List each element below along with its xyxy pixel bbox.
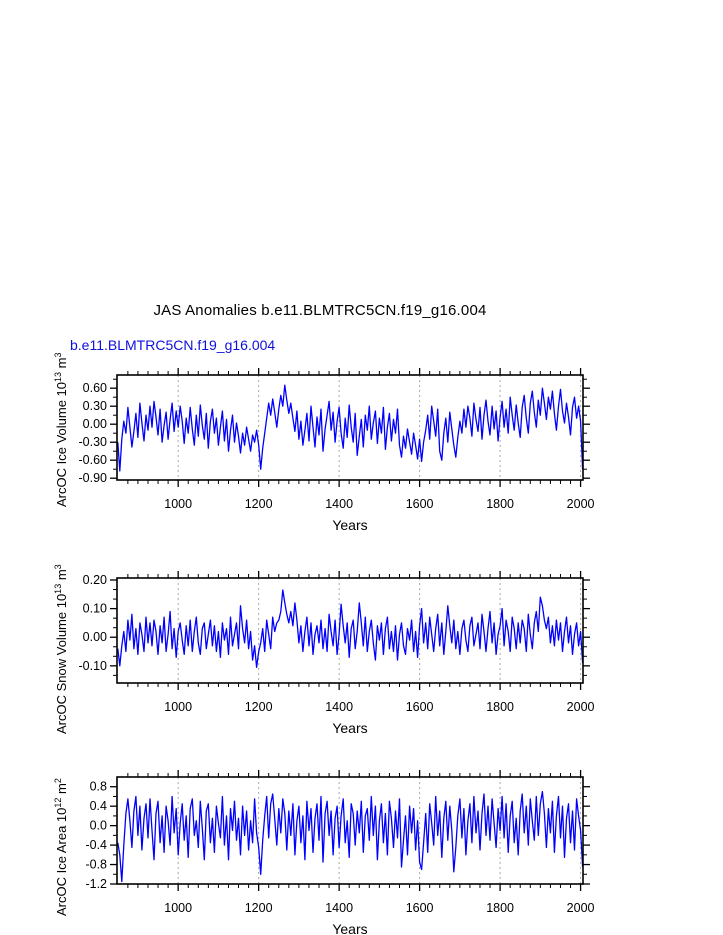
x-tick-label: 1600: [405, 497, 434, 511]
x-tick-label: 1200: [244, 700, 273, 714]
y-axis-title-part: 13: [53, 583, 63, 594]
x-tick-label: 2000: [566, 700, 595, 714]
y-tick-label: -0.4: [85, 838, 107, 853]
y-axis-title-part: 3: [53, 564, 63, 570]
y-tick-label: 0.60: [82, 381, 107, 396]
x-tick-label: 1800: [486, 700, 515, 714]
x-tick-label: 1800: [486, 901, 515, 915]
y-axis-title-part: 2: [53, 778, 63, 784]
x-tick-label: 1600: [405, 700, 434, 714]
y-axis-title: [53, 564, 69, 734]
x-tick-label: 1000: [164, 497, 193, 511]
y-tick-label: 0.0: [89, 818, 107, 833]
y-axis-title-part: ArcOC Snow Volume 10: [54, 593, 69, 734]
y-axis-title: [53, 778, 69, 916]
y-axis-title-part: ArcOC Ice Volume 10: [54, 382, 69, 507]
x-tick-label: 1600: [405, 901, 434, 915]
y-tick-label: 0.20: [82, 573, 107, 588]
x-axis-title: Years: [332, 921, 368, 935]
y-tick-label: -1.2: [85, 877, 107, 891]
x-tick-label: 1400: [325, 901, 354, 915]
series-line: [118, 590, 583, 667]
x-tick-label: 2000: [566, 901, 595, 915]
x-tick-label: 1800: [486, 497, 515, 511]
y-axis-title-part: ArcOC Ice Area 10: [54, 807, 69, 916]
y-axis-title-part: 3: [53, 352, 63, 358]
y-axis-title-part: m: [54, 357, 69, 372]
y-tick-label: 0.30: [82, 399, 107, 414]
y-axis-title-part: 12: [53, 797, 63, 808]
x-tick-label: 1200: [244, 497, 273, 511]
y-tick-label: 0.00: [82, 630, 107, 645]
y-tick-label: -0.60: [78, 453, 107, 468]
series-line: [118, 792, 583, 882]
y-tick-label: 0.8: [89, 779, 107, 794]
panel-arcoc-ice-volume: [53, 353, 595, 533]
legend-series-label: b.e11.BLMTRC5CN.f19_g16.004: [70, 337, 276, 353]
y-tick-label: -0.10: [78, 658, 107, 673]
x-axis-title: Years: [332, 720, 368, 736]
panel-arcoc-ice-area: [53, 770, 595, 935]
y-tick-label: 0.00: [82, 417, 107, 432]
x-tick-label: 1400: [325, 700, 354, 714]
x-tick-label: 1200: [244, 901, 273, 915]
y-axis-title-part: m: [54, 569, 69, 584]
y-tick-label: 0.4: [89, 799, 107, 814]
x-tick-label: 1000: [164, 700, 193, 714]
x-axis-title: Years: [332, 517, 368, 533]
chart-title: JAS Anomalies b.e11.BLMTRC5CN.f19_g16.004: [153, 302, 487, 319]
series-line: [118, 385, 583, 471]
x-tick-label: 1000: [164, 901, 193, 915]
y-tick-label: 0.10: [82, 601, 107, 616]
y-tick-label: -0.8: [85, 857, 107, 872]
y-axis-title-part: 13: [53, 371, 63, 382]
y-axis-title-part: m: [54, 783, 69, 798]
x-tick-label: 2000: [566, 497, 595, 511]
panel-arcoc-snow-volume: [53, 564, 595, 736]
y-axis-title: [53, 353, 69, 507]
y-tick-label: -0.30: [78, 435, 107, 450]
x-tick-label: 1400: [325, 497, 354, 511]
y-tick-label: -0.90: [78, 471, 107, 486]
